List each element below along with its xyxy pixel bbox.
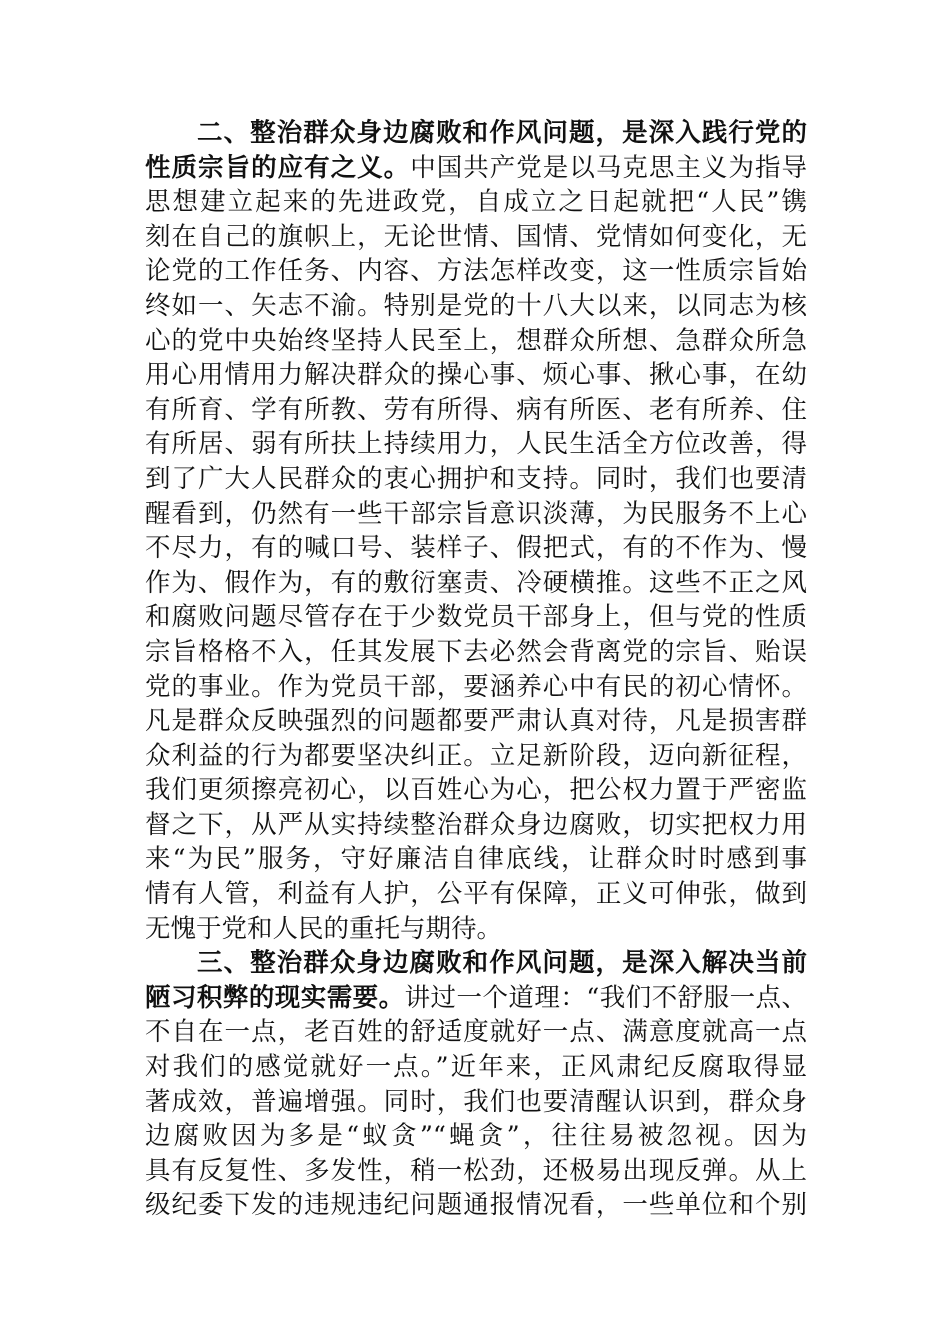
body-text: 讲过一个道理：“我们不舒服一点、 xyxy=(404,982,807,1013)
bold-heading: 二、整治群众身边腐败和作风问题，是深入践行党的 xyxy=(197,118,807,148)
paragraph-section-3 xyxy=(145,946,807,1223)
body-text: 心的党中央始终坚持人民至上，想群众所想、急群众所急 xyxy=(145,325,807,356)
text-line xyxy=(145,912,807,947)
text-line xyxy=(145,773,807,808)
bold-heading: 三、整治群众身边腐败和作风问题，是深入解决当前 xyxy=(197,948,807,979)
text-line xyxy=(145,1015,807,1050)
text-line xyxy=(145,946,807,981)
text-line xyxy=(145,842,807,877)
text-line xyxy=(145,1050,807,1085)
body-text: 督之下，从严从实持续整治群众身边腐败，切实把权力用 xyxy=(145,809,807,840)
body-text: 我们更须擦亮初心，以百姓心为心，把公权力置于严密监 xyxy=(145,775,807,806)
body-text: 对我们的感觉就好一点。”近年来，正风肃纪反腐取得显 xyxy=(145,1052,807,1083)
body-text: 用心用情用力解决群众的操心事、烦心事、揪心事，在幼 xyxy=(145,360,807,391)
text-line xyxy=(145,116,807,151)
text-line xyxy=(145,462,807,497)
text-line xyxy=(145,151,807,186)
body-text: 边腐败因为多是“蚁贪”“蝇贪”，往往易被忽视。因为 xyxy=(145,1121,807,1152)
body-text: 醒看到，仍然有一些干部宗旨意识淡薄，为民服务不上心 xyxy=(145,498,807,529)
body-text: 不尽力，有的喊口号、装样子、假把式，有的不作为、慢 xyxy=(145,533,807,564)
body-text: 不自在一点，老百姓的舒适度就好一点、满意度就高一点 xyxy=(145,1017,807,1048)
text-line xyxy=(145,704,807,739)
text-line xyxy=(145,531,807,566)
text-line xyxy=(145,358,807,393)
body-text: 终如一、矢志不渝。特别是党的十八大以来，以同志为核 xyxy=(145,290,807,321)
text-line xyxy=(145,635,807,670)
text-line xyxy=(145,289,807,324)
text-line xyxy=(145,393,807,428)
text-line xyxy=(145,1119,807,1154)
body-text: 到了广大人民群众的衷心拥护和支持。同时，我们也要清 xyxy=(145,463,807,494)
body-text: 宗旨格格不入，任其发展下去必然会背离党的宗旨、贻误 xyxy=(145,636,807,667)
body-text: 刻在自己的旗帜上，无论世情、国情、党情如何变化，无 xyxy=(145,221,807,252)
body-text: 和腐败问题尽管存在于少数党员干部身上，但与党的性质 xyxy=(145,602,807,633)
body-text: 无愧于党和人民的重托与期待。 xyxy=(145,913,503,944)
text-line xyxy=(145,427,807,462)
text-line xyxy=(145,220,807,255)
body-text: 党的事业。作为党员干部，要涵养心中有民的初心情怀。 xyxy=(145,671,807,702)
body-text: 具有反复性、多发性，稍一松劲，还极易出现反弹。从上 xyxy=(145,1155,807,1186)
body-text: 来“为民”服务，守好廉洁自律底线，让群众时时感到事 xyxy=(145,844,807,875)
text-line xyxy=(145,1154,807,1189)
body-text: 级纪委下发的违规违纪问题通报情况看，一些单位和个别 xyxy=(145,1190,807,1221)
body-text: 有所居、弱有所扶上持续用力，人民生活全方位改善，得 xyxy=(145,429,807,460)
body-text: 论党的工作任务、内容、方法怎样改变，这一性质宗旨始 xyxy=(145,256,807,287)
body-text: 思想建立起来的先进政党，自成立之日起就把“人民”镌 xyxy=(145,187,807,218)
document-page xyxy=(145,116,807,1223)
text-line xyxy=(145,1188,807,1223)
text-line xyxy=(145,981,807,1016)
text-line xyxy=(145,324,807,359)
body-text: 情有人管，利益有人护，公平有保障，正义可伸张，做到 xyxy=(145,879,807,910)
body-text: 中国共产党是以马克思主义为指导 xyxy=(410,152,807,183)
text-line xyxy=(145,600,807,635)
text-line xyxy=(145,254,807,289)
body-text: 有所育、学有所教、劳有所得、病有所医、老有所养、住 xyxy=(145,394,807,425)
paragraph-section-2 xyxy=(145,116,807,946)
bold-heading: 性质宗旨的应有之义。 xyxy=(145,152,411,183)
body-text: 著成效，普遍增强。同时，我们也要清醒认识到，群众身 xyxy=(145,1086,807,1117)
text-line xyxy=(145,670,807,705)
text-line xyxy=(145,877,807,912)
bold-heading: 陋习积弊的现实需要。 xyxy=(145,982,405,1013)
text-line xyxy=(145,1085,807,1120)
text-line xyxy=(145,739,807,774)
text-line xyxy=(145,808,807,843)
body-text: 众利益的行为都要坚决纠正。立足新阶段，迈向新征程， xyxy=(145,740,807,771)
text-line xyxy=(145,185,807,220)
text-line xyxy=(145,566,807,601)
text-line xyxy=(145,497,807,532)
body-text: 作为、假作为，有的敷衍塞责、冷硬横推。这些不正之风 xyxy=(145,567,807,598)
body-text: 凡是群众反映强烈的问题都要严肃认真对待，凡是损害群 xyxy=(145,706,807,737)
